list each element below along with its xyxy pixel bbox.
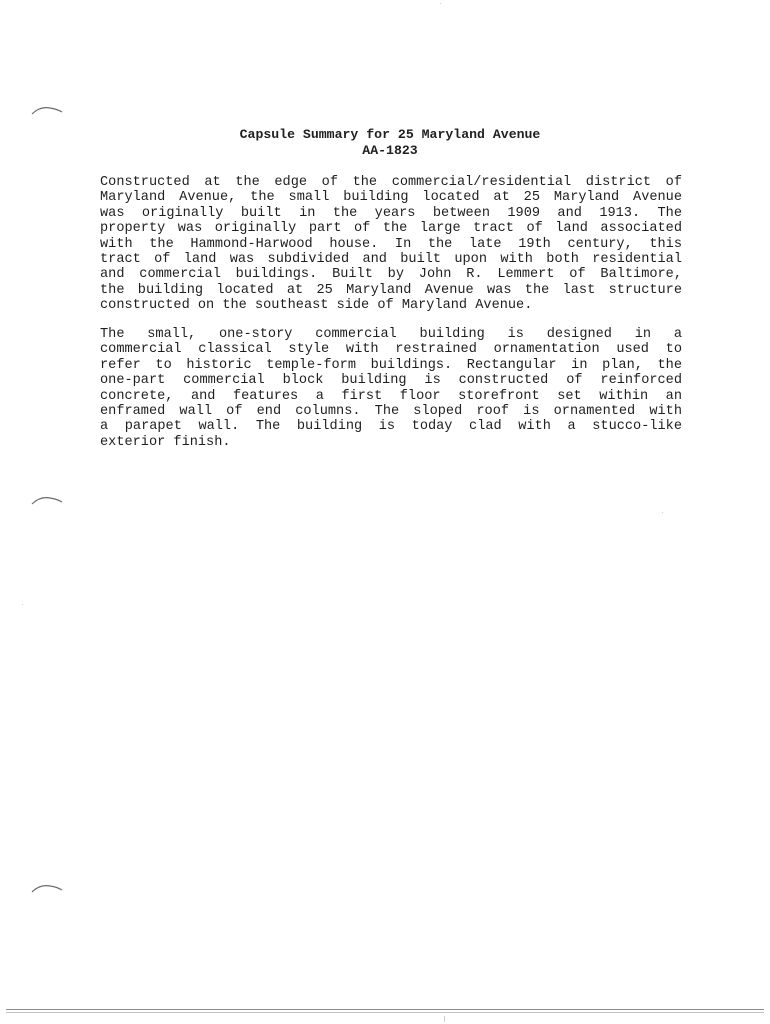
document-heading <box>0 127 770 159</box>
document-identifier: AA-1823 <box>362 143 418 158</box>
paragraph-line: with the Hammond-Harwood house. In the late 19th century, this <box>100 236 682 252</box>
document-title: Capsule Summary for 25 Maryland Avenue <box>239 127 541 142</box>
paragraph-history <box>100 175 682 314</box>
paragraph-line: a parapet wall. The building is today clad with a stucco-like <box>100 419 682 435</box>
paragraph-line: one-part commercial block building is constructed of reinforced <box>100 373 682 389</box>
scan-speck <box>662 512 663 513</box>
scan-speck <box>22 604 23 605</box>
paragraph-description <box>100 327 682 450</box>
scan-mark-icon <box>30 104 64 116</box>
scan-mark-icon <box>30 494 64 506</box>
scan-speck <box>444 1016 445 1022</box>
paragraph-line: exterior finish. <box>100 434 231 450</box>
paragraph-line: constructed on the southeast side of Maryland Avenue. <box>100 298 533 314</box>
paragraph-line: The small, one-story commercial building is designed in a <box>100 327 682 342</box>
scan-speck <box>440 3 441 4</box>
paragraph-line: Constructed at the edge of the commercial/residential district of <box>100 175 682 190</box>
page-bottom-rule <box>6 1009 764 1010</box>
paragraph-line: enframed wall of end columns. The sloped roof is ornamented with <box>100 404 682 420</box>
paragraph-line: Maryland Avenue, the small building located at 25 Maryland Avenue <box>100 190 682 206</box>
paragraph-line: refer to historic temple-form buildings. Rectangular in plan, the <box>100 357 682 373</box>
paragraph-line: tract of land was subdivided and built upon with both residential <box>100 252 682 268</box>
paragraph-line: and commercial buildings. Built by John R. Lemmert of Baltimore, <box>100 267 682 283</box>
scan-mark-icon <box>30 882 64 894</box>
paragraph-line: property was originally part of the large tract of land associated <box>100 221 682 237</box>
paragraph-line: commercial classical style with restrained ornamentation used to <box>100 342 682 358</box>
paragraph-line: was originally built in the years between 1909 and 1913. The <box>100 205 682 221</box>
page-bottom-rule <box>6 1012 764 1013</box>
paragraph-line: the building located at 25 Maryland Avenue was the last structure <box>100 282 682 298</box>
paragraph-line: concrete, and features a first floor storefront set within an <box>100 388 682 404</box>
